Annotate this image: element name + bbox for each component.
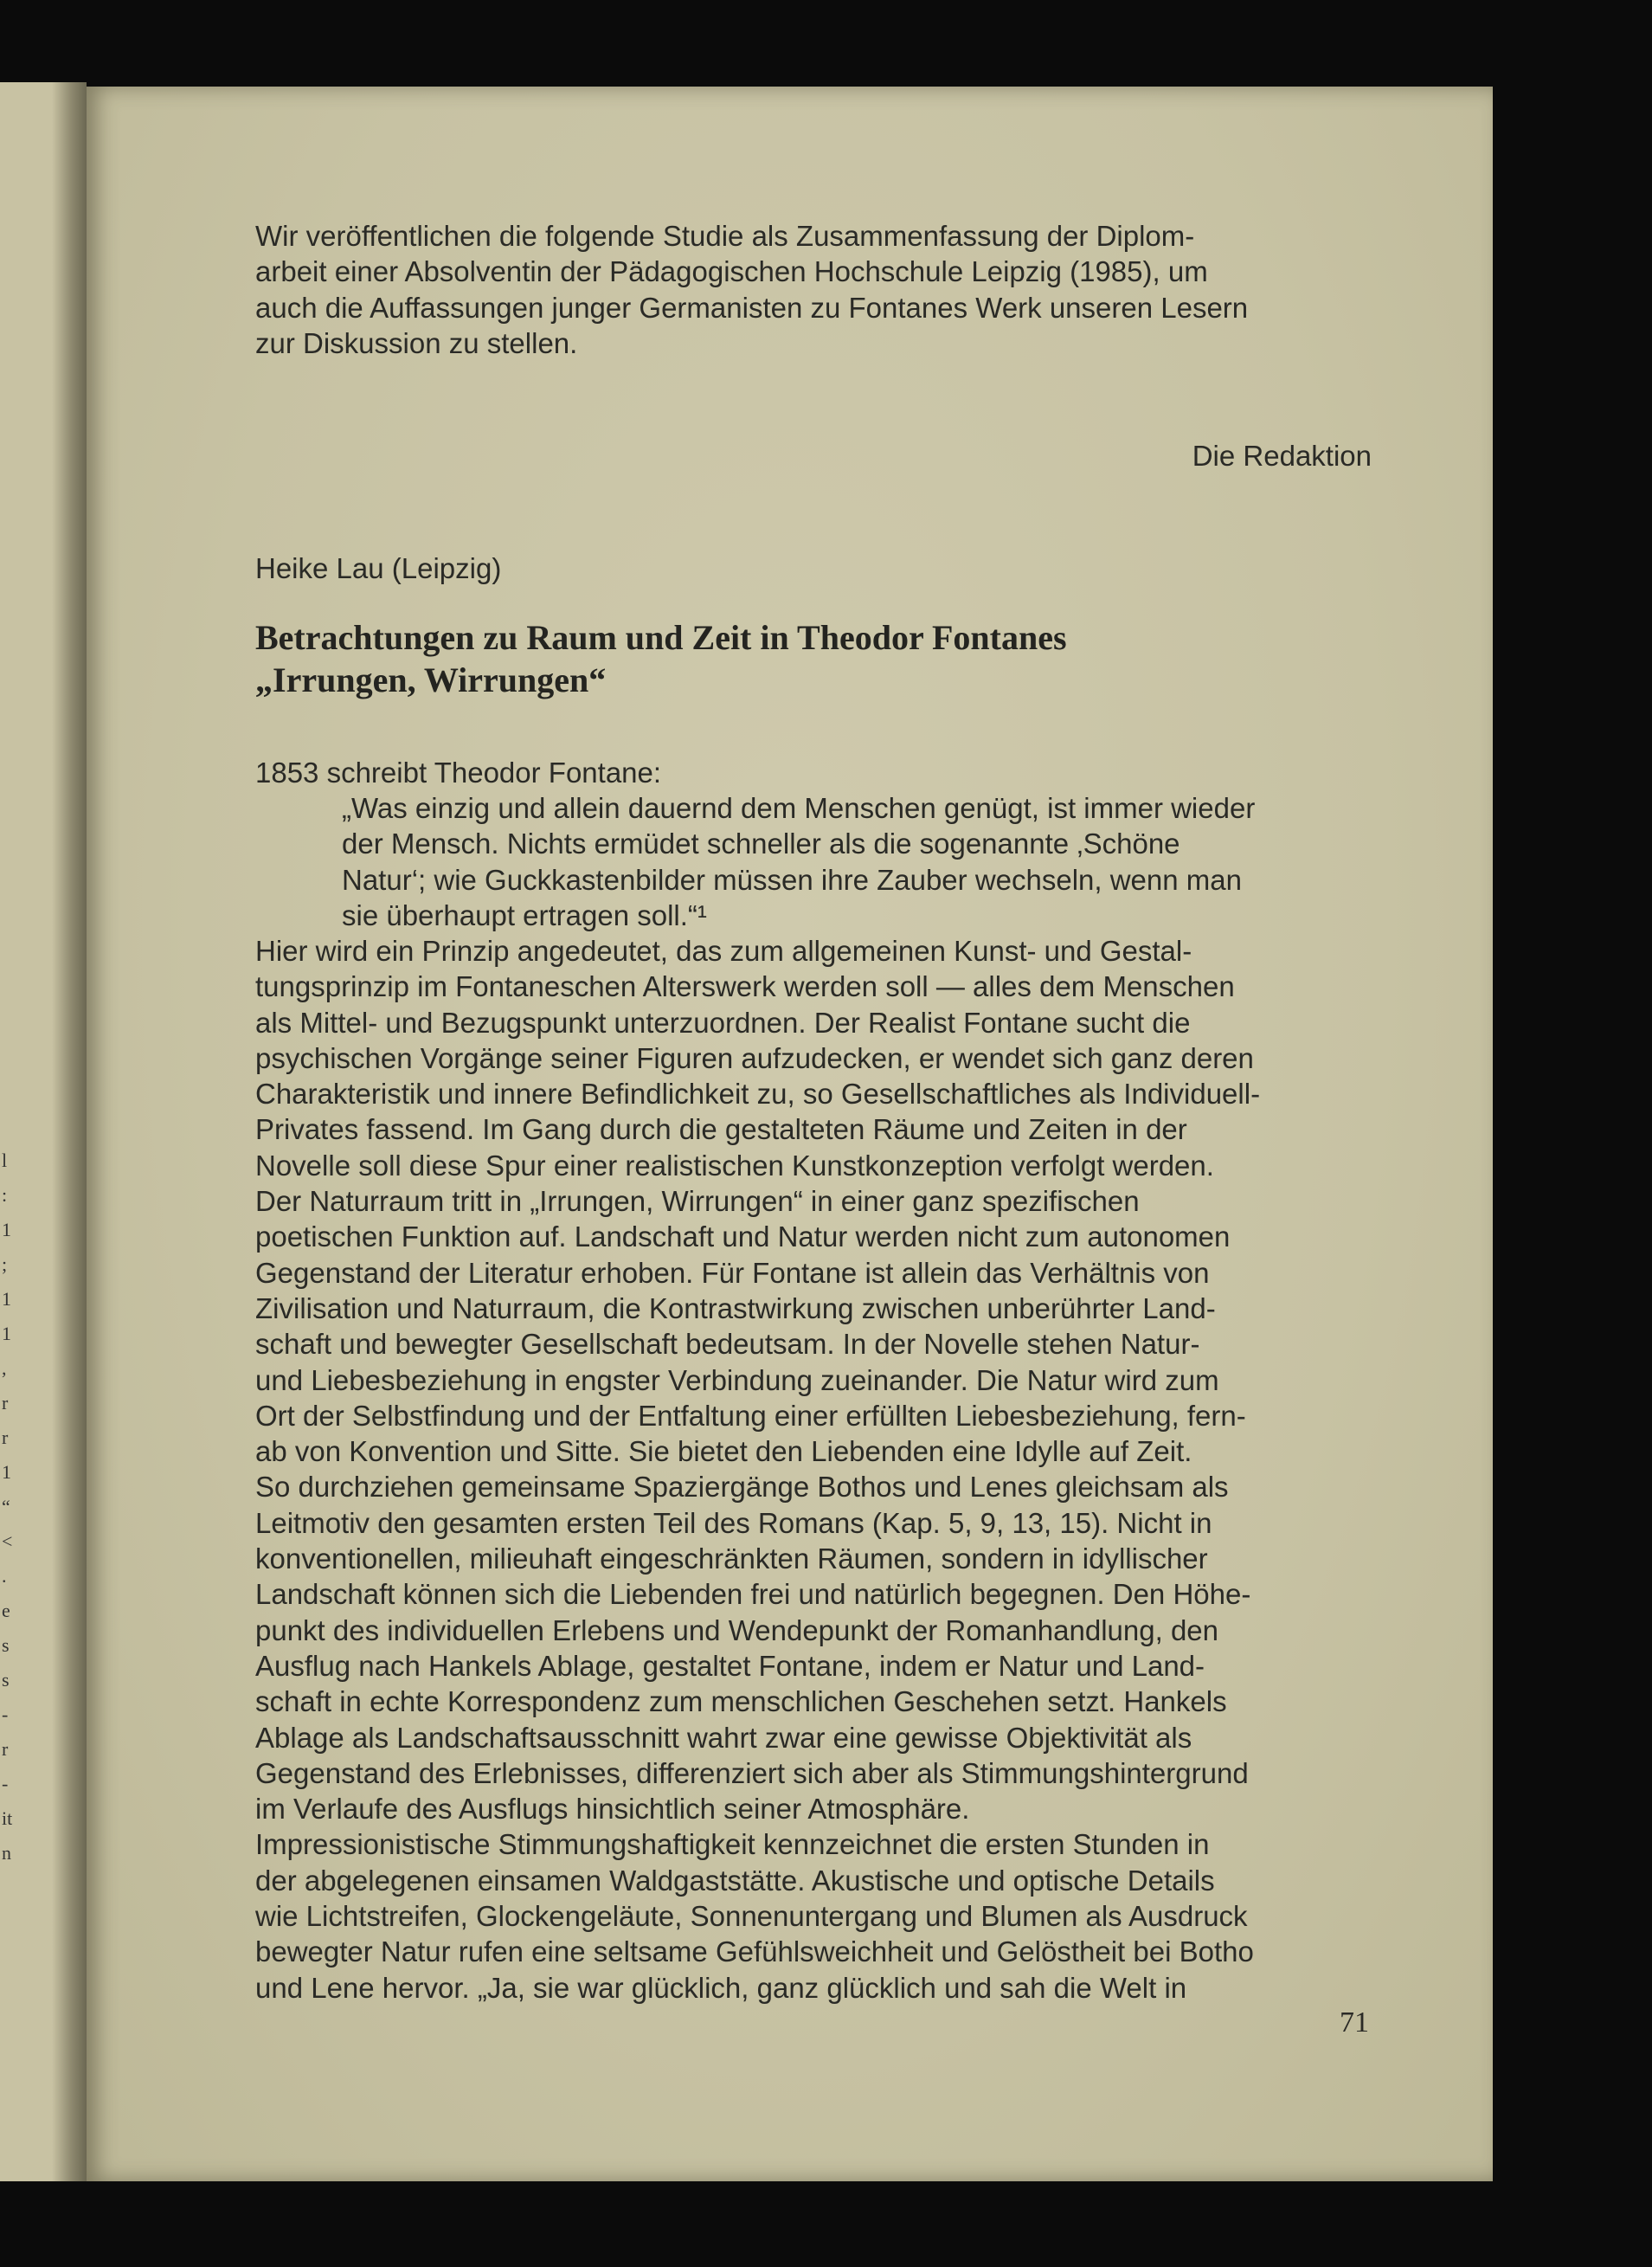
article-title (255, 616, 1067, 701)
quote-line: „Was einzig und allein dauernd dem Menschen genügt, ist immer wieder (342, 792, 1256, 824)
editorial-note (255, 218, 1372, 361)
editorial-line: Wir veröffentlichen die folgende Studie als Zusammenfassung der Diplom- (255, 220, 1195, 252)
editorial-line: zur Diskussion zu stellen. (255, 326, 578, 359)
left-page-text-fragment: e (2, 1600, 10, 1621)
body-line: Novelle soll diese Spur einer realistischen Kunstkonzeption verfolgt werden. (255, 1149, 1214, 1182)
body-line: Leitmotiv den gesamten ersten Teil des Romans (Kap. 5, 9, 13, 15). Nicht in (255, 1506, 1212, 1539)
body-line: und Lene hervor. „Ja, sie war glücklich, ganz glücklich und sah die Welt in (255, 1971, 1187, 2004)
book-page (87, 87, 1493, 2181)
left-page-text-fragment: 1 (2, 1461, 11, 1483)
body-line: im Verlaufe des Ausflugs hinsichtlich seiner Atmosphäre. (255, 1793, 970, 1826)
title-line-1: Betrachtungen zu Raum und Zeit in Theodor Fontanes (255, 618, 1067, 657)
left-page-text-fragment: 1 (2, 1219, 11, 1240)
left-page-text-fragment: “ (2, 1496, 10, 1517)
body-line: Gegenstand der Literatur erhoben. Für Fontane ist allein das Verhältnis von (255, 1256, 1210, 1289)
editorial-line: auch die Auffassungen junger Germanisten zu Fontanes Werk unseren Lesern (255, 291, 1249, 324)
body-line: poetischen Funktion auf. Landschaft und Natur werden nicht zum autonomen (255, 1220, 1231, 1253)
body-line: als Mittel- und Bezugspunkt unterzuordnen. Der Realist Fontane sucht die (255, 1006, 1191, 1039)
body-line: Privates fassend. Im Gang durch die gestalteten Räume und Zeiten in der (255, 1113, 1187, 1146)
body-line: und Liebesbeziehung in engster Verbindung zueinander. Die Natur wird zum (255, 1363, 1219, 1396)
left-page-text-fragment: 1 (2, 1288, 11, 1310)
body-line: Ort der Selbstfindung und der Entfaltung einer erfüllten Liebesbeziehung, fern- (255, 1399, 1246, 1432)
left-page-text-fragment: . (2, 1565, 7, 1587)
left-page-text-fragment: - (2, 1703, 9, 1725)
quote-line: der Mensch. Nichts ermüdet schneller als die sogenannte ‚Schöne (342, 828, 1180, 860)
body-line: Zivilisation und Naturraum, die Kontrastwirkung zwischen unberührter Land- (255, 1291, 1216, 1324)
body-line: wie Lichtstreifen, Glockengeläute, Sonnenuntergang und Blumen als Ausdruck (255, 1900, 1248, 1933)
body-line: Der Naturraum tritt in „Irrungen, Wirrungen“ in einer ganz spezifischen (255, 1185, 1140, 1218)
quote-line: Natur‘; wie Guckkastenbilder müssen ihre Zauber wechseln, wenn man (342, 863, 1242, 896)
quote-line: sie überhaupt ertragen soll.“¹ (342, 898, 707, 931)
left-page-text-fragment: n (2, 1842, 11, 1864)
body-line: Hier wird ein Prinzip angedeutet, das zum allgemeinen Kunst- und Gestal- (255, 935, 1192, 967)
body-line: Gegenstand des Erlebnisses, differenziert sich aber als Stimmungshintergrund (255, 1756, 1249, 1789)
title-line-2: „Irrungen, Wirrungen“ (255, 660, 607, 699)
body-line: schaft und bewegter Gesellschaft bedeutsam. In der Novelle stehen Natur- (255, 1328, 1200, 1361)
body-line: Charakteristik und innere Befindlichkeit zu, so Gesellschaftliches als Individuell- (255, 1078, 1261, 1111)
left-page-text-fragment: l (2, 1150, 8, 1171)
body-text (255, 933, 1372, 2006)
left-page-text-fragment: r (2, 1392, 9, 1414)
body-line: der abgelegenen einsamen Waldgaststätte. Akustische und optische Details (255, 1864, 1215, 1897)
left-page-text-fragment: r (2, 1738, 9, 1760)
lead-line (255, 755, 1372, 790)
article-author: Heike Lau (Leipzig) (255, 552, 502, 584)
left-page-text-fragment: < (2, 1530, 13, 1552)
body-line: konventionellen, milieuhaft eingeschränkten Räumen, sondern in idyllischer (255, 1542, 1208, 1575)
left-page-text-fragment: s (2, 1669, 10, 1691)
left-page-text-fragment: - (2, 1773, 9, 1794)
body-line: punkt des individuellen Erlebens und Wendepunkt der Romanhandlung, den (255, 1613, 1219, 1646)
left-page-text-fragment: it (2, 1807, 13, 1829)
editorial-signature: Die Redaktion (1192, 440, 1372, 472)
left-page-text-fragment: , (2, 1357, 7, 1379)
body-line: tungsprinzip im Fontaneschen Alterswerk werden soll — alles dem Menschen (255, 970, 1235, 1003)
body-line: psychischen Vorgänge seiner Figuren aufzudecken, er wendet sich ganz deren (255, 1041, 1254, 1074)
page-number: 71 (1340, 2006, 1369, 2038)
left-page-text-fragment: : (2, 1184, 8, 1206)
body-line: Impressionistische Stimmungshaftigkeit kennzeichnet die ersten Stunden in (255, 1828, 1210, 1861)
body-line: Ausflug nach Hankels Ablage, gestaltet Fontane, indem er Natur und Land- (255, 1649, 1205, 1682)
body-line: schaft in echte Korrespondenz zum menschlichen Geschehen setzt. Hankels (255, 1685, 1227, 1718)
body-line: bewegter Natur rufen eine seltsame Gefühlsweichheit und Gelöstheit bei Botho (255, 1935, 1254, 1968)
left-page-text-fragment: s (2, 1634, 10, 1656)
book-gutter (52, 82, 87, 2181)
block-quote (342, 790, 1372, 933)
left-page-text-fragment: r (2, 1427, 9, 1448)
editorial-line: arbeit einer Absolventin der Pädagogischen Hochschule Leipzig (1985), um (255, 255, 1208, 288)
body-line: So durchziehen gemeinsame Spaziergänge Bothos und Lenes gleichsam als (255, 1471, 1229, 1504)
left-page-text-fragment: 1 (2, 1323, 11, 1344)
body-line: Ablage als Landschaftsausschnitt wahrt zwar eine gewisse Objektivität als (255, 1721, 1192, 1754)
lead-text: 1853 schreibt Theodor Fontane: (255, 757, 662, 789)
body-line: Landschaft können sich die Liebenden frei und natürlich begegnen. Den Höhe- (255, 1578, 1251, 1611)
body-line: ab von Konvention und Sitte. Sie bietet den Liebenden eine Idylle auf Zeit. (255, 1435, 1192, 1468)
left-page-text-fragment: ; (2, 1253, 8, 1275)
